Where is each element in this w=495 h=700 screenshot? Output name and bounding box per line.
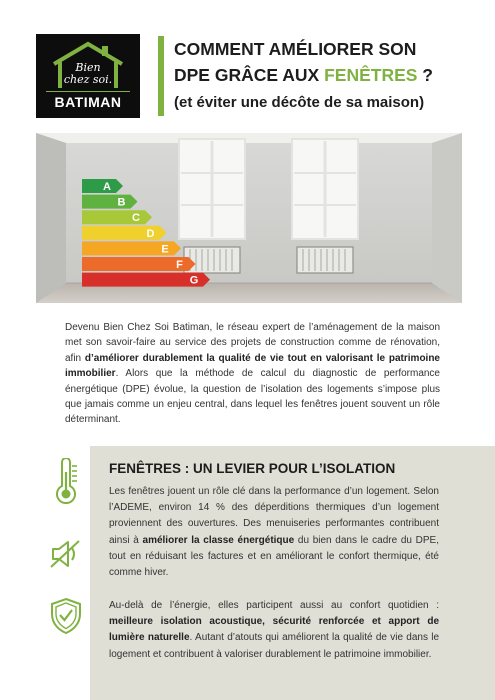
section-paragraph-1: Les fenêtres jouent un rôle clé dans la performance d’un logement. Selon l’ADEME, environ 14 % des déperditions thermiques d’un logement proviennent des ouvertures. Des menuiseries performantes contribuent ainsi à améliorer la classe énergétique du bien dans le cadre du DPE, tout en réduisant les factures et en améliorant le confort thermique, été comme hiver. [109,486,440,579]
section-heading: FENÊTRES : UN LEVIER POUR L’ISOLATION [109,461,396,476]
energy-letter-b: B [117,196,126,209]
hero-image [36,133,462,303]
page-subtitle: (et éviter une décôte de sa maison) [174,94,425,111]
title-highlight: FENÊTRES [324,65,418,85]
logo-tagline: Bien chez soi. [63,61,113,86]
intro-bold-text: d’améliorer durablement la qualité de vie tout en valorisant le patrimoine immobilier [65,352,440,380]
energy-letter-c: C [132,212,140,225]
logo-divider [46,91,130,92]
room-illustration [36,133,462,303]
energy-letter-g: G [189,274,199,287]
muted-speaker-icon [48,538,84,570]
shield-check-icon [48,597,84,635]
logo-brand-name: BATIMAN [54,94,122,110]
thermometer-icon [48,458,84,504]
section-paragraph-2: Au-delà de l’énergie, elles participent aussi au confort quotidien : meilleure isolation acoustique, sécurité renforcée et apport de lumière naturelle. Autant d’atouts qui améliorent la qualité de vie dans le logement et contribuent à valoriser durablement le patrimoine immobilier. [109,600,440,660]
energy-letter-f: F [176,259,183,271]
energy-letter-d: D [146,227,155,240]
page-title: COMMENT AMÉLIORER SON DPE GRÂCE AUX FENÊTRES ? [174,39,433,85]
brand-logo [36,34,140,118]
energy-letter-e: E [161,243,169,256]
energy-letter-a: A [103,181,111,193]
energy-label-b [82,195,138,209]
energy-label-c [82,210,152,224]
title-accent-bar [158,36,164,116]
intro-paragraph: Devenu Bien Chez Soi Batiman, le réseau expert de l’aménagement de la maison met son savoir-faire au service des projets de construction comme de rénovation, afin d’améliorer durablement la qualité de vie tout en valorisant le patrimoine immobilier. Alors que la méthode de calcul du diagnostic de performance énergétique (DPE) évolue, la question de l’isolation des logements s’impose plus que jamais comme un enjeu central, dans lequel les fenêtres jouent souvent un rôle déterminant. [65,322,440,426]
